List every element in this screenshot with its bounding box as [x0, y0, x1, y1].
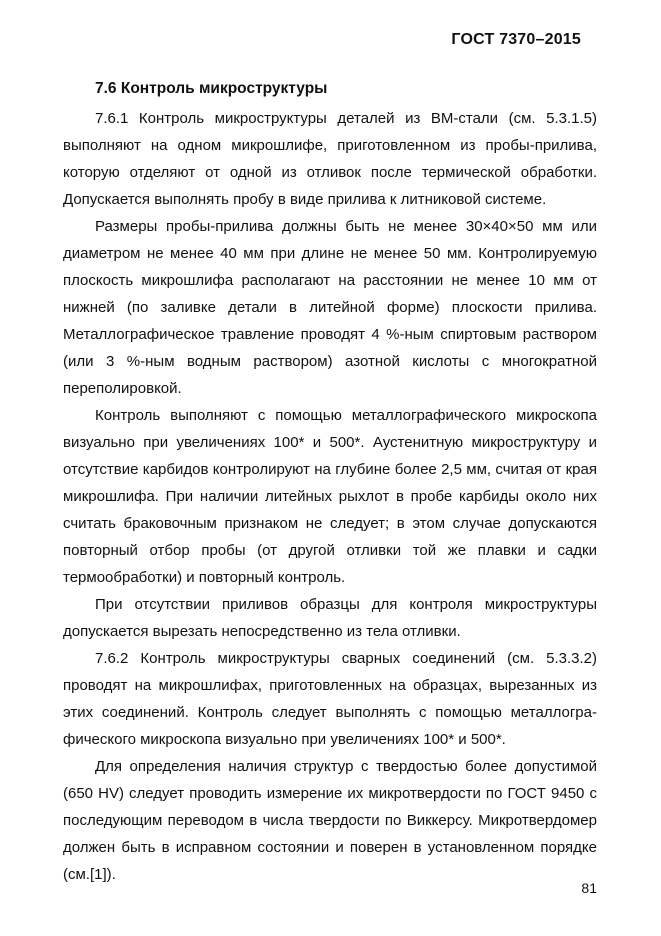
- paragraph-7-6-1: 7.6.1 Контроль микроструктуры деталей из ВМ-стали (см. 5.3.1.5) выполняют на одном микрошлифе, приготовленном из пробы-прилива, которую отделяют от одной из отливок после термической обработки. Допускается выполнять пробу в виде прилива к литниковой системе.: [63, 110, 597, 208]
- paragraph-hardness: Для определения наличия структур с твердостью более допустимой (650 HV) следует проводить измерение их микротвердости по ГОСТ 9450 с последующим переводом в числа твердости по Виккерсу. Микротвердомер должен быть в исправном состоянии и поверен в установленном порядке (см.[1]).: [63, 758, 597, 883]
- section-title: 7.6 Контроль микроструктуры: [95, 80, 328, 97]
- paragraph-no-risers: При отсутствии приливов образцы для контроля микроструктуры допускается вырезать непосредственно из тела отливки.: [63, 596, 597, 640]
- paragraph-microscope-control: Контроль выполняют с помощью металлографического микроскопа визуально при увеличениях 100* и 500*. Аустенитную микроструктуру и отсутствие карбидов контролируют на глубине более 2,5 мм, считая от края микрошлифа. При наличии литейных рыхлот в пробе карбиды около них считать браковочным признаком не следует; в этом случае допускаются повторный отбор пробы (от другой отливки той же плавки и садки термообработки) и повторный контроль.: [63, 407, 597, 586]
- paragraph-sample-dimensions: Размеры пробы-прилива должны быть не менее 30×40×50 мм или диаметром не менее 40 мм при длине не менее 50 мм. Контролируемую плоскость микрошлифа располагают на расстоянии не менее 10 мм от нижней (по заливке детали в литейной форме) плоскости прилива. Металлографическое травление проводят 4 %-ным спиртовым раствором (или 3 %-ным водным раствором) азотной кислоты с многократной переполировкой.: [63, 218, 597, 397]
- page-number: 81: [581, 880, 597, 896]
- section-body: [63, 79, 597, 888]
- paragraph-7-6-2: 7.6.2 Контроль микроструктуры сварных соединений (см. 5.3.3.2) проводят на микрошлифах, приготовленных на образцах, вырезанных из этих соединений. Контроль следует выполнять с помощью металлографического микроскопа визуально при увеличениях 100* и 500*.: [63, 650, 597, 748]
- document-code: ГОСТ 7370–2015: [451, 31, 581, 48]
